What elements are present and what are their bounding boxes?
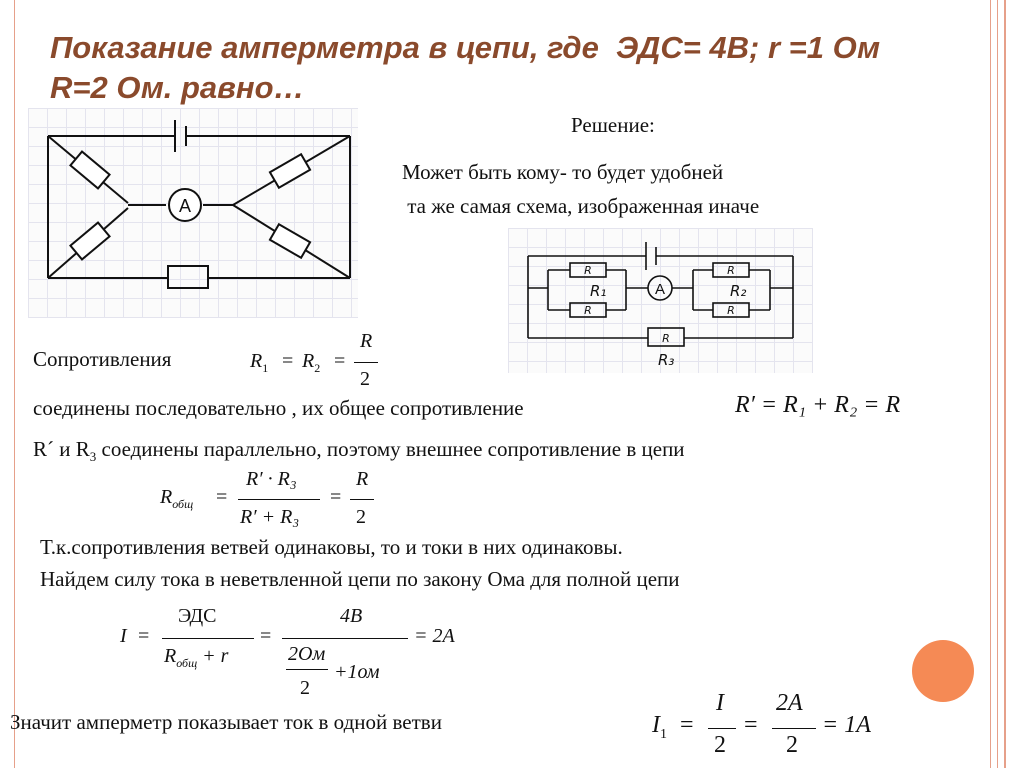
alt-note-line2: та же самая схема, изображенная иначе xyxy=(402,194,760,218)
r3-label: R₃ xyxy=(658,351,675,369)
left-frame-line xyxy=(14,0,15,768)
ammeter-label: A xyxy=(654,281,666,298)
circuit-diagram-original xyxy=(28,108,358,318)
solution-label: Решение: xyxy=(571,113,655,137)
slide-title: Показание амперметра в цепи, где ЭДС= 4В; r =1 Ом R=2 Ом. равно… xyxy=(50,30,881,105)
series-text: соединены последовательно , их общее сопротивление xyxy=(33,396,524,420)
circuit-diagram-alternative xyxy=(508,228,813,373)
conclusion-text: Значит амперметр показывает ток в одной ветви xyxy=(10,710,442,734)
decorative-dot xyxy=(912,640,974,702)
right-frame-line xyxy=(990,0,991,768)
resistances-label: Сопротивления xyxy=(33,347,172,371)
equation-r1-r2: $R_1$ = $R_2$ = R 2 xyxy=(250,330,390,396)
parallel-text: R´ и $R_3$ соединены параллельно, поэтому внешнее сопротивление в цепи xyxy=(33,437,685,465)
equation-current: I = ЭДС $R_{общ} + r$ = 4В 2Ом 2 +1ом = 2A xyxy=(120,605,455,699)
same-currents-text: Т.к.сопротивления ветвей одинаковы, то и токи в них одинаковы. xyxy=(40,535,623,559)
right-frame-line xyxy=(1004,0,1006,768)
resistor-label: R xyxy=(727,304,735,317)
ohm-law-text: Найдем силу тока в неветвленной цепи по закону Ома для полной цепи xyxy=(40,567,680,591)
r1-label: R₁ xyxy=(590,282,607,300)
resistor-label: R xyxy=(727,264,735,277)
resistor-label: R xyxy=(584,304,592,317)
equation-r-prime: R′ = R₁ + R₂ = R xyxy=(735,392,901,418)
r2-label: R₂ xyxy=(730,282,747,300)
right-frame-line xyxy=(997,0,998,768)
resistor-label: R xyxy=(662,332,670,345)
equation-branch-current: $I_1$ = I 2 = 2A 2 = 1A xyxy=(652,690,871,758)
ammeter-label: A xyxy=(178,196,192,216)
circuit-diagram-alternative-svg xyxy=(508,228,813,373)
equation-r-total: $R_{общ}$ = R′ · R₃ R′ + R₃ = R 2 xyxy=(160,468,390,538)
resistor-label: R xyxy=(584,264,592,277)
circuit-diagram-original-svg xyxy=(28,108,358,318)
alt-note-line1: Может быть кому- то будет удобней xyxy=(402,160,724,184)
